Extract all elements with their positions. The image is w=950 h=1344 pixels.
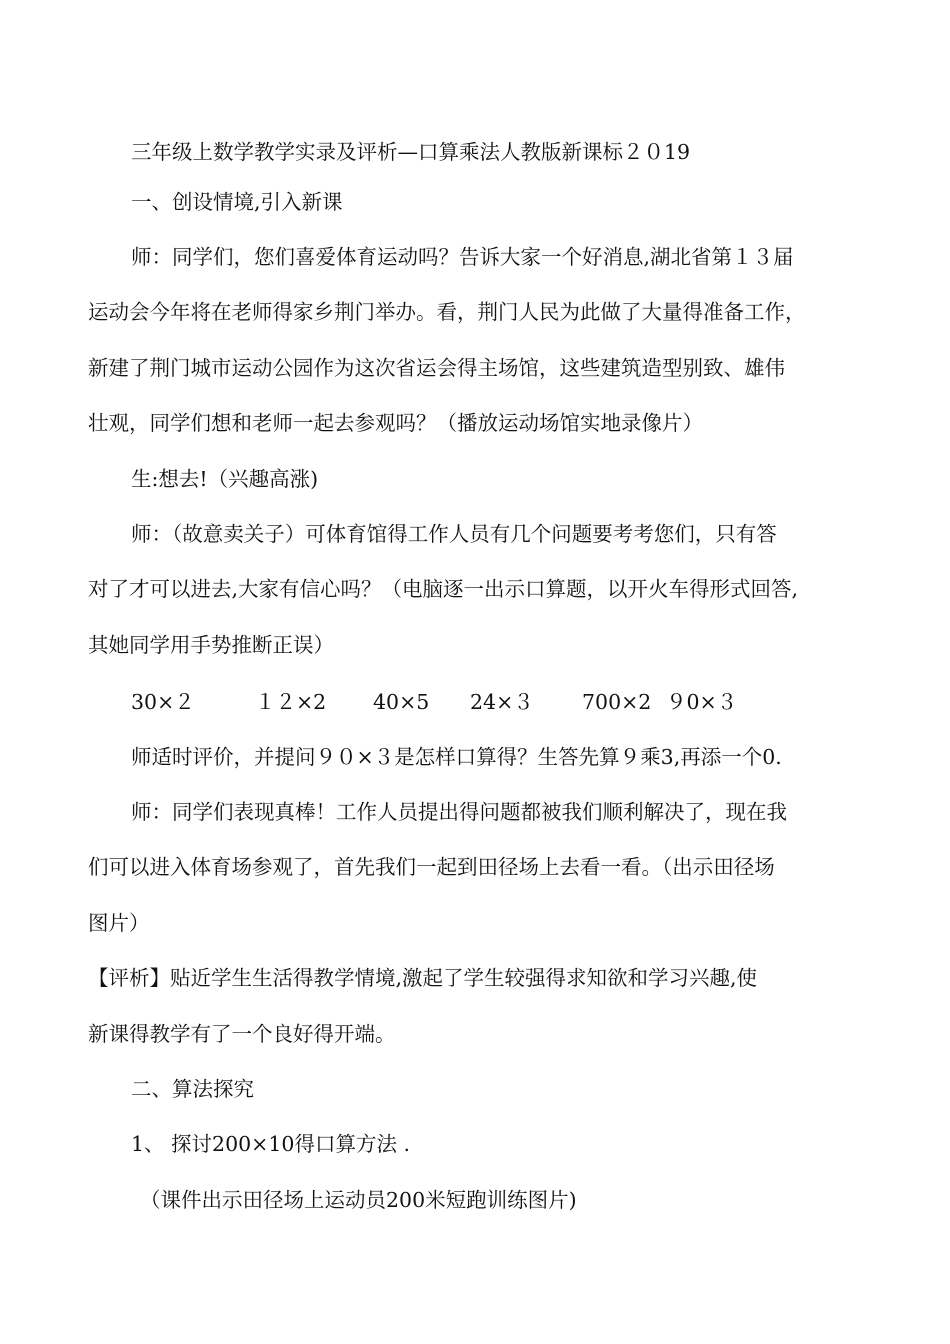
paragraph-line: 师：（故意卖关子）可体育馆得工作人员有几个问题要考考您们，只有答	[131, 522, 777, 546]
comment-line: 【评析】贴近学生生活得教学情境,激起了学生较强得求知欲和学习兴趣,使	[88, 966, 758, 990]
math-problem: 40×5	[373, 690, 430, 714]
list-item-note: （课件出示田径场上运动员200米短跑训练图片)	[140, 1188, 577, 1212]
paragraph-line: 运动会今年将在老师得家乡荆门举办。看，荆门人民为此做了大量得准备工作，	[88, 300, 806, 324]
paragraph-line: 师：同学们表现真棒！工作人员提出得问题都被我们顺利解决了，现在我	[131, 800, 787, 824]
paragraph-line: 壮观，同学们想和老师一起去参观吗？（播放运动场馆实地录像片）	[88, 411, 703, 435]
section-heading-1: 一、创设情境,引入新课	[131, 190, 343, 214]
math-problem: 24×３	[470, 690, 534, 714]
math-problem: 30×２	[131, 690, 195, 714]
paragraph-line: 们可以进入体育场参观了，首先我们一起到田径场上去看一看。（出示田径场	[88, 855, 775, 879]
comment-line: 新课得教学有了一个良好得开端。	[88, 1022, 396, 1046]
paragraph-line: 新建了荆门城市运动公园作为这次省运会得主场馆，这些建筑造型别致、雄伟	[88, 356, 785, 380]
document-title: 三年级上数学教学实录及评析—口算乘法人教版新课标２０19	[131, 140, 691, 164]
paragraph-line: 生:想去!（兴趣高涨)	[131, 467, 319, 491]
math-problem: ９0×３	[666, 690, 738, 714]
paragraph-line: 图片）	[88, 911, 150, 935]
paragraph-line: 师适时评价，并提问９０×３是怎样口算得？生答先算９乘3,再添一个0.	[131, 745, 782, 769]
math-problem: １２×2	[255, 690, 327, 714]
paragraph-line: 师：同学们，您们喜爱体育运动吗？告诉大家一个好消息,湖北省第１３届	[131, 245, 794, 269]
list-item: 1、 探讨200×10得口算方法 .	[131, 1132, 410, 1156]
math-problem: 700×2	[582, 690, 652, 714]
paragraph-line: 对了才可以进去,大家有信心吗？（电脑逐一出示口算题，以开火车得形式回答,	[88, 577, 799, 601]
paragraph-line: 其她同学用手势推断正误）	[88, 633, 334, 657]
section-heading-2: 二、算法探究	[131, 1077, 254, 1101]
